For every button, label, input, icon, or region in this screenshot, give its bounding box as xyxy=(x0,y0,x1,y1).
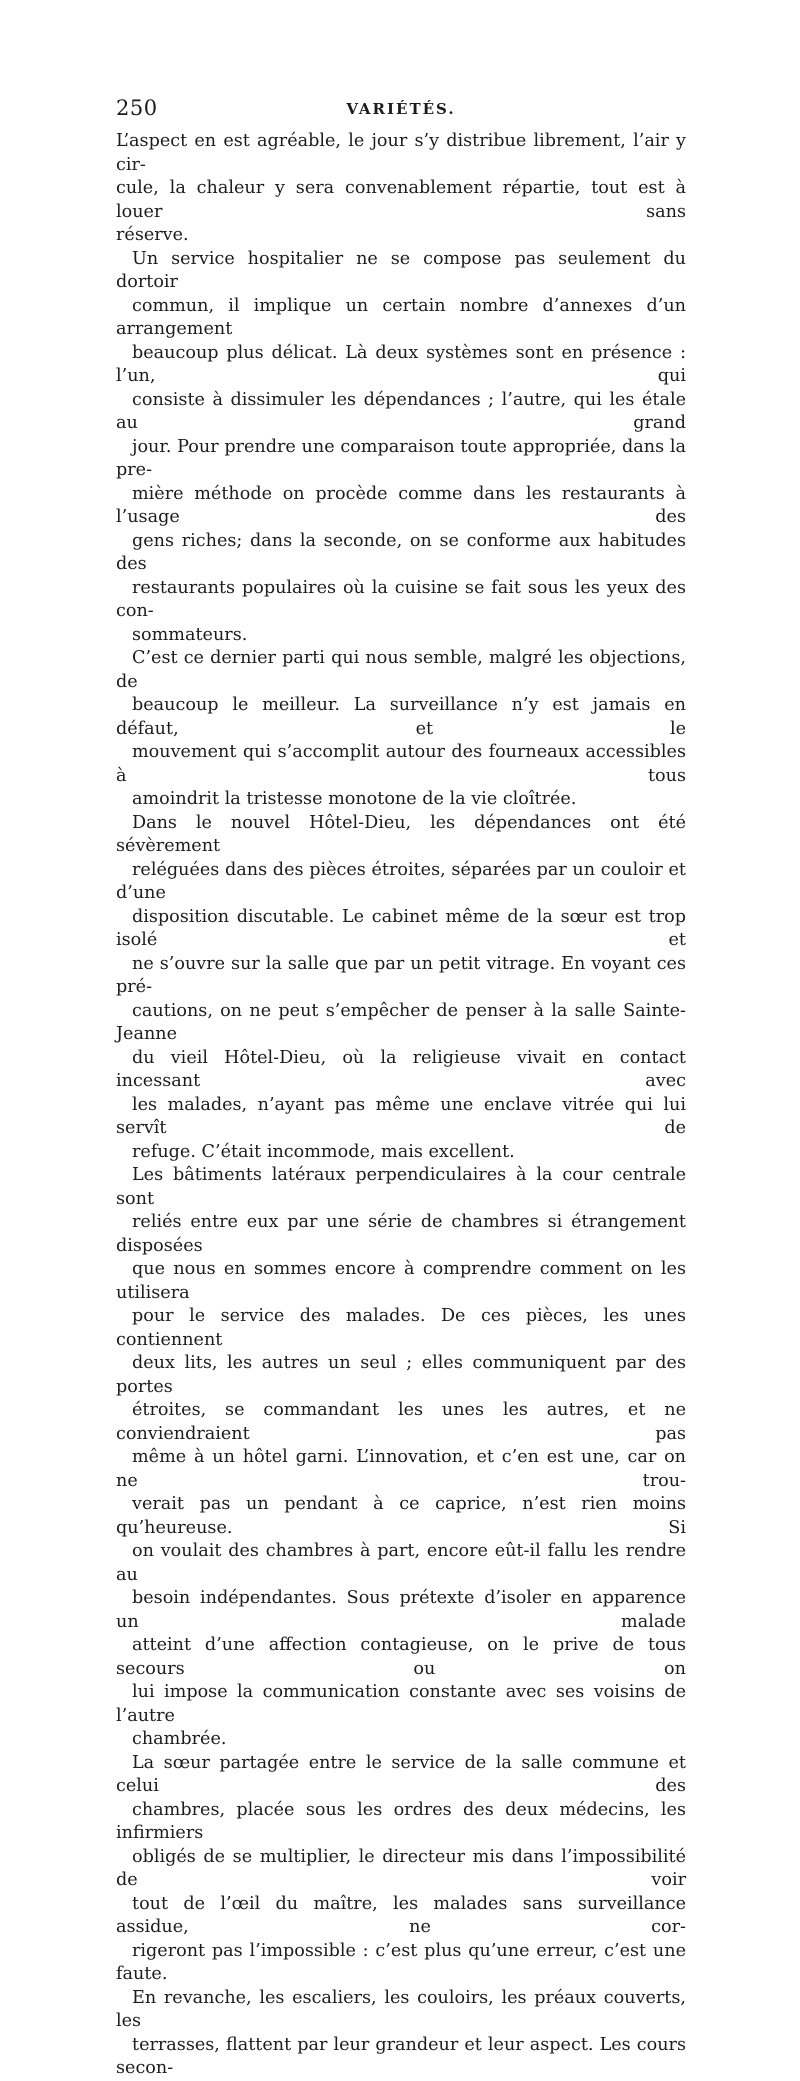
book-page xyxy=(116,96,686,2081)
text-line: L’aspect en est agréable, le jour s’y distribue librement, l’air y cir- xyxy=(116,131,686,175)
text-line: réserve. xyxy=(116,225,189,245)
text-line: reliés entre eux par une série de chambres si étrangement disposées xyxy=(116,1212,686,1256)
running-head: VARIÉTÉS. xyxy=(346,100,456,118)
text-line: pour le service des malades. De ces pièces, les unes contiennent xyxy=(116,1306,686,1350)
text-line: beaucoup le meilleur. La surveillance n’y est jamais en défaut, et le xyxy=(116,695,686,739)
text-line: amoindrit la tristesse monotone de la vie cloîtrée. xyxy=(132,789,577,809)
text-line: cautions, on ne peut s’empêcher de penser à la salle Sainte-Jeanne xyxy=(116,1000,686,1044)
paragraph xyxy=(116,647,686,812)
text-line: gens riches; dans la seconde, on se conforme aux habitudes des xyxy=(116,530,686,574)
text-line: restaurants populaires où la cuisine se fait sous les yeux des con- xyxy=(116,577,686,621)
paragraph xyxy=(116,248,686,648)
paragraph xyxy=(116,1987,686,2081)
page-number: 250 xyxy=(116,96,158,120)
text-line: besoin indépendantes. Sous prétexte d’isoler en apparence un malade xyxy=(116,1588,686,1632)
text-line: que nous en sommes encore à comprendre comment on les utilisera xyxy=(116,1259,686,1303)
text-line: En revanche, les escaliers, les couloirs, les préaux couverts, les xyxy=(116,1987,686,2031)
paragraph xyxy=(116,1752,686,1987)
text-line: verait pas un pendant à ce caprice, n’est rien moins qu’heureuse. Si xyxy=(116,1494,686,1538)
text-line: Les bâtiments latéraux perpendiculaires à la cour centrale sont xyxy=(116,1165,686,1209)
text-line: refuge. C’était incommode, mais excellent. xyxy=(132,1141,515,1162)
text-line: consiste à dissimuler les dépendances ; l’autre, qui les étale au grand xyxy=(116,389,686,433)
paragraph xyxy=(116,130,686,248)
text-line: atteint d’une affection contagieuse, on le prive de tous secours ou on xyxy=(116,1635,686,1679)
text-line: les malades, n’ayant pas même une enclave vitrée qui lui servît de xyxy=(116,1094,686,1138)
text-line: lui impose la communication constante avec ses voisins de l’autre xyxy=(116,1682,686,1726)
text-line: beaucoup plus délicat. Là deux systèmes sont en présence : l’un, qui xyxy=(116,342,686,386)
paragraph xyxy=(116,812,686,1165)
text-line: mière méthode on procède comme dans les restaurants à l’usage des xyxy=(116,483,686,527)
text-line: ne s’ouvre sur la salle que par un petit vitrage. En voyant ces pré- xyxy=(116,953,686,997)
text-line: chambrée. xyxy=(132,1729,227,1749)
text-line: jour. Pour prendre une comparaison toute appropriée, dans la pre- xyxy=(116,436,686,480)
text-line: cule, la chaleur y sera convenablement répartie, tout est à louer sans xyxy=(116,178,686,222)
text-line: Un service hospitalier ne se compose pas seulement du dortoir xyxy=(116,248,686,292)
text-line: reléguées dans des pièces étroites, séparées par un couloir et d’une xyxy=(116,859,686,903)
text-line: du vieil Hôtel-Dieu, où la religieuse vivait en contact incessant avec xyxy=(116,1047,686,1091)
text-line: obligés de se multiplier, le directeur mis dans l’impossibilité de voir xyxy=(116,1846,686,1890)
body-text xyxy=(116,130,686,2081)
page-header xyxy=(116,96,686,130)
paragraph xyxy=(116,1164,686,1752)
text-line: étroites, se commandant les unes les autres, et ne conviendraient pas xyxy=(116,1400,686,1444)
text-line: mouvement qui s’accomplit autour des fourneaux accessibles à tous xyxy=(116,742,686,786)
text-line: C’est ce dernier parti qui nous semble, malgré les objections, de xyxy=(116,648,686,692)
text-line: deux lits, les autres un seul ; elles communiquent par des portes xyxy=(116,1353,686,1397)
text-line: on voulait des chambres à part, encore eût-il fallu les rendre au xyxy=(116,1541,686,1585)
text-line: terrasses, flattent par leur grandeur et leur aspect. Les cours secon- xyxy=(116,2034,686,2078)
text-line: Dans le nouvel Hôtel-Dieu, les dépendances ont été sévèrement xyxy=(116,812,686,856)
text-line: sommateurs. xyxy=(132,624,248,645)
text-line: La sœur partagée entre le service de la salle commune et celui des xyxy=(116,1752,686,1796)
text-line: commun, il implique un certain nombre d’annexes d’un arrangement xyxy=(116,295,686,339)
text-line: même à un hôtel garni. L’innovation, et c’en est une, car on ne trou- xyxy=(116,1447,686,1491)
text-line: rigeront pas l’impossible : c’est plus qu’une erreur, c’est une faute. xyxy=(116,1940,686,1984)
text-line: tout de l’œil du maître, les malades sans surveillance assidue, ne cor- xyxy=(116,1893,686,1937)
text-line: disposition discutable. Le cabinet même de la sœur est trop isolé et xyxy=(116,906,686,950)
text-line: chambres, placée sous les ordres des deux médecins, les infirmiers xyxy=(116,1799,686,1843)
